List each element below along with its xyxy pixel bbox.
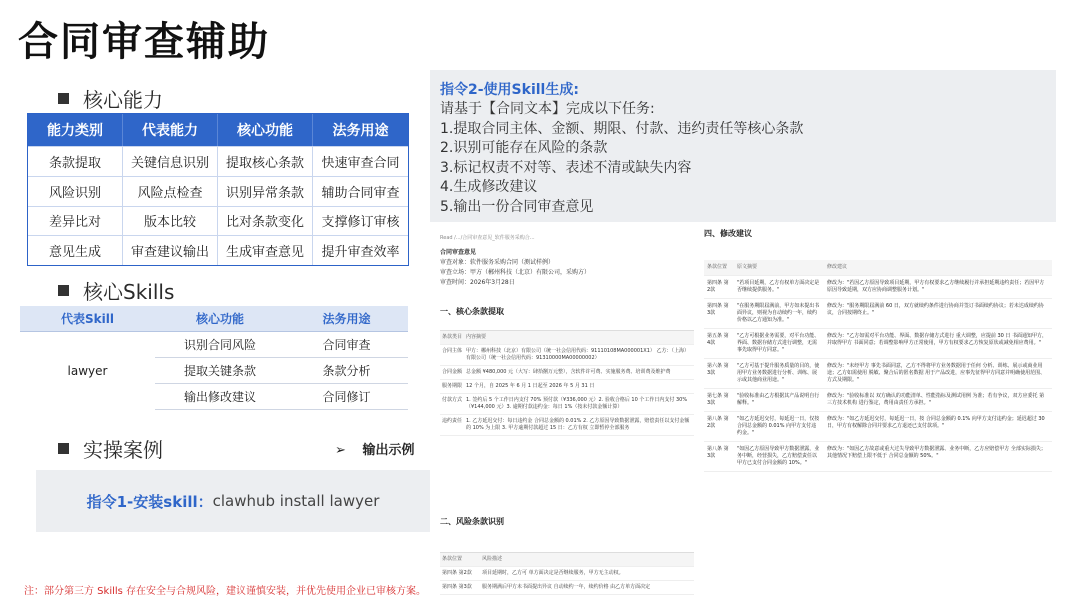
instruction-line: 3.标记权责不对等、表述不清或缺失内容 xyxy=(440,159,692,176)
table-cell: 修改为："乙方如需对平台功能、界面、数据存储方式进行 重大调整，应提前 30 日 书面通知甲方，并取得甲方 书面同意；若调整影响甲方正常使用，甲方有权要求乙方恢复原状或减免相应费用。" xyxy=(827,333,1048,346)
table-cell: "乙方可基于提升服务质量的目的，使用甲方业务数据进行分析、训练、展示或其他商业用途。" xyxy=(737,363,820,383)
table-header-row xyxy=(440,331,694,345)
table-header-cell: 代表能力 xyxy=(123,114,218,146)
section-label: 实操案例 xyxy=(83,438,163,462)
table-cell: 辅助合同审查 xyxy=(321,185,400,201)
document-meta xyxy=(440,248,590,288)
table-cell: 第四条 第2款 xyxy=(442,570,472,576)
risk-clause-table xyxy=(440,552,694,595)
table-header-cell: 风险描述 xyxy=(480,553,694,566)
instruction-line: 1.提取合同主体、金额、期限、付款、违约责任等核心条款 xyxy=(440,120,804,137)
table-cell: 合同金额 xyxy=(442,369,463,375)
table-cell: 快速审查合同 xyxy=(321,155,400,171)
table-cell: 输出修改建议 xyxy=(183,390,256,404)
table-cell: 第八条 第2款 xyxy=(707,416,729,429)
skills-table xyxy=(20,306,408,410)
table-header-cell: 原文摘要 xyxy=(734,260,824,275)
table-cell: 修改为："未经甲方 事先书面同意，乙方不得将甲方业务数据用于任何 分析、训练、展示或商业用途；乙方如需使用 脱敏、聚合后的匿名数据 用于产品改进，应事先征得甲方同意并明确使用范围、方式及期限。" xyxy=(827,363,1046,383)
table-cell: 识别合同风险 xyxy=(183,338,256,352)
table-cell: 12 个月，自 2025 年 6 月 1 日起至 2026 年 5 月 31 日 xyxy=(466,383,595,389)
table-row xyxy=(440,394,694,415)
section-heading-cases xyxy=(58,434,163,463)
instruction-line: 2.识别可能存在风险的条款 xyxy=(440,140,608,156)
install-command-label: 指令1-安装skill： xyxy=(86,492,213,511)
instruction-heading: 指令2-使用Skill生成: xyxy=(440,82,579,98)
table-cell: 第四条 第3款 xyxy=(442,584,472,590)
instruction-line: 5.输出一份合同审查意见 xyxy=(440,198,594,215)
table-cell: 修改为："服务期限届满前 60 日，双方就续约条件进行协商并签订书面续约协议；若未达成续约协议，合同按期终止。" xyxy=(827,303,1044,316)
square-bullet-icon xyxy=(58,93,69,104)
table-cell: 风险识别 xyxy=(28,177,123,206)
table-header-cell: 核心功能 xyxy=(218,114,313,146)
table-cell: 违约责任 xyxy=(442,418,463,424)
output-example-label xyxy=(335,439,414,458)
table-header-row xyxy=(440,553,694,567)
table-row xyxy=(155,332,408,358)
table-cell: 甲方：郴州科技（北京）有限公司（统一社会信用代码：91110108MA000001X1） 乙方：（上海）有限公司（统一社会信用代码：91310000MA00000002） xyxy=(466,348,689,361)
table-cell: 提升审查效率 xyxy=(321,245,400,261)
suggestions-screenshot xyxy=(700,224,1056,608)
table-row xyxy=(155,384,408,410)
table-cell: 服务期满后甲方未书面提出异议 自动续约一年，续约价格 由乙方单方面决定 xyxy=(482,584,651,590)
table-cell: 比对条款变化 xyxy=(218,207,313,236)
skills-rows xyxy=(155,332,408,410)
doc-section-heading: 四、修改建议 xyxy=(704,229,752,238)
document-meta-line: 审查时间：2026年3月28日 xyxy=(440,279,515,286)
section-label: 核心Skills xyxy=(83,280,175,304)
table-cell: 风险点检查 xyxy=(123,177,218,206)
table-row xyxy=(704,299,1052,329)
core-clause-table xyxy=(440,330,694,436)
table-header-cell: 修改建议 xyxy=(824,260,1052,275)
table-cell: 意见生成 xyxy=(28,236,123,265)
table-row xyxy=(155,358,408,384)
table-row xyxy=(440,345,694,366)
skills-table-body xyxy=(20,332,408,410)
instruction-line: 请基于【合同文本】完成以下任务: xyxy=(440,101,655,117)
table-cell: 支撑修订审核 xyxy=(321,215,400,231)
table-cell: 修改为："若因乙方原因导致项目延期，甲方有权要求乙方继续履行并承担延期违约责任；若因甲方原因导致延期，双方应协商调整服务计划。" xyxy=(827,280,1045,293)
table-header-row xyxy=(28,114,408,146)
table-row xyxy=(28,206,408,236)
review-document-screenshot xyxy=(430,226,700,606)
table-row xyxy=(440,366,694,380)
doc-section-heading: 一、核心条款提取 xyxy=(440,307,504,316)
table-header-row xyxy=(20,306,408,332)
table-row xyxy=(704,276,1052,299)
table-cell: 付款方式 xyxy=(442,397,463,403)
document-title: 合同审查意见 xyxy=(440,249,477,256)
table-cell: 第七条 第3款 xyxy=(707,393,729,406)
table-row xyxy=(440,567,694,581)
table-row xyxy=(28,146,408,176)
ability-table xyxy=(27,113,409,266)
document-path: Read /.../合同审查意见_软件服务采购合... xyxy=(440,235,535,241)
table-cell: 提取核心条款 xyxy=(218,147,313,176)
table-cell: 合同修订 xyxy=(322,390,371,404)
table-row xyxy=(704,389,1052,412)
table-cell: 提取关键条款 xyxy=(183,364,256,378)
table-cell: "乙方可根据业务需要，对平台功能、界面、数据存储方式进行调整，无需事先取得甲方同意。" xyxy=(737,333,820,353)
table-row xyxy=(440,581,694,595)
table-cell: 总金额 ¥480,000 元（大写：肆拾捌万元整），含软件许可费、实施服务费、培训费及维护费 xyxy=(466,369,671,375)
table-header-cell: 条款位置 xyxy=(704,260,734,275)
install-command-box xyxy=(36,470,430,532)
table-header-cell: 内容摘要 xyxy=(464,331,694,344)
table-header-cell: 法务用途 xyxy=(322,312,371,326)
section-label: 核心能力 xyxy=(83,88,163,112)
table-cell: 服务期限 xyxy=(442,383,463,389)
suggestions-table xyxy=(704,260,1052,472)
table-cell: "如因乙方原因导致甲方数据泄露，业务中断，经营损失，乙方赔偿责任以甲方已支付合同金额的 10%。" xyxy=(737,446,820,466)
table-cell: 项目延期时，乙方可 单方面决定是否继续服务，甲方无主动权。 xyxy=(482,570,624,576)
table-cell: 合同审查 xyxy=(322,338,371,352)
square-bullet-icon xyxy=(58,285,69,296)
document-meta-line: 审查立场：甲方（郴州科技（北京）有限公司，采购方） xyxy=(440,269,591,276)
table-row xyxy=(440,380,694,394)
table-cell: 修改为："验收标准以 双方确认的功能清单、性能指标及测试用例 为准；若有争议，双方应委托 第三方技术机构 进行鉴定，费用由责任方承担。" xyxy=(827,393,1045,406)
output-example-text: 输出示例 xyxy=(362,443,415,458)
table-header-cell: 法务用途 xyxy=(332,123,389,139)
skill-name-cell: lawyer xyxy=(67,364,108,378)
table-cell: "如乙方延迟交付，每延迟一日，仅按合同总金额的 0.01% 向甲方支付违约金。" xyxy=(737,416,820,436)
table-cell: 1. 乙方延迟交付：每日违约金 合同总金额的 0.01% 2. 乙方原因导致数据泄露，赔偿责任以支付金额的 10% 为上限 3. 甲方逾期付款超过 15 日：乙方有权 立即暂停全部服务 xyxy=(466,418,690,431)
table-row xyxy=(704,359,1052,389)
doc-section-heading: 二、风险条款识别 xyxy=(440,517,504,526)
instruction-line: 4.生成修改建议 xyxy=(440,179,538,195)
table-header-cell: 条款位置 xyxy=(440,553,480,566)
table-header-cell: 条款类目 xyxy=(440,331,464,344)
table-cell: 第四条 第2款 xyxy=(707,280,729,293)
arrowhead-icon: ➢ xyxy=(335,443,346,458)
table-cell: 合同主体 xyxy=(442,348,463,354)
table-cell: 第五条 第4款 xyxy=(707,333,729,346)
table-cell: 条款分析 xyxy=(322,364,371,378)
table-cell: 1. 签约后 5 个工作日内支付 70% 预付款（¥336,000 元）2. 验收合格后 10 个工作日内支付 30%（¥144,000 元）3. 逾期付款违约金：每日 1%（按未付款金额计算） xyxy=(466,397,688,410)
table-row xyxy=(28,235,408,265)
page-title: 合同审查辅助 xyxy=(18,19,270,65)
table-header-cell: 代表Skill xyxy=(61,312,114,326)
install-command-value: clawhub install lawyer xyxy=(212,492,380,510)
table-row xyxy=(704,442,1052,472)
instruction-box xyxy=(430,70,1056,222)
table-cell: 版本比较 xyxy=(123,207,218,236)
table-header-cell: 能力类别 xyxy=(28,114,123,146)
footnote: 注：部分第三方 Skills 存在安全与合规风险，建议谨慎安装，并优先使用企业已审核方案。 xyxy=(24,586,427,597)
table-row xyxy=(704,412,1052,442)
table-cell: 第八条 第3款 xyxy=(707,446,729,459)
table-cell: 修改为："如乙方延迟交付，每延迟一日，按 合同总金额的 0.1% 向甲方支付违约金；延迟超过 30 日，甲方有权解除合同并要求乙方退还已支付款项。" xyxy=(827,416,1045,429)
table-row xyxy=(28,176,408,206)
table-cell: 第四条 第3款 xyxy=(707,303,729,316)
table-row xyxy=(704,329,1052,359)
table-cell: 生成审查意见 xyxy=(218,236,313,265)
table-cell: 第六条 第3款 xyxy=(707,363,729,376)
table-cell: 条款提取 xyxy=(28,147,123,176)
section-heading-core-ability xyxy=(58,84,163,113)
table-header-cell: 核心功能 xyxy=(195,312,244,326)
table-cell: 修改为："如因乙方故意或重大过失导致甲方数据泄露、业务中断，乙方应赔偿甲方 全部实际损失；其他情况下赔偿上限不低于 合同总金额的 50%。" xyxy=(827,446,1046,459)
square-bullet-icon xyxy=(58,443,69,454)
table-cell: "若项目延期，乙方有权单方面决定是否继续提供服务。" xyxy=(737,280,820,293)
table-header-row xyxy=(704,260,1052,276)
table-cell: 审查建议输出 xyxy=(123,236,218,265)
table-cell: 关键信息识别 xyxy=(123,147,218,176)
section-heading-core-skills xyxy=(58,276,174,305)
table-cell: 差异比对 xyxy=(28,207,123,236)
table-cell: "在服务期限届满前，甲方如未提出书面异议，则视为自动续约一年，续约价格以乙方通知为准。" xyxy=(737,303,820,323)
document-meta-line: 审查对象：软件服务采购合同（测试样例） xyxy=(440,259,555,266)
table-cell: "验收标准由乙方根据其产品说明自行解释。" xyxy=(737,393,820,406)
table-cell: 识别异常条款 xyxy=(218,177,313,206)
table-row xyxy=(440,415,694,436)
